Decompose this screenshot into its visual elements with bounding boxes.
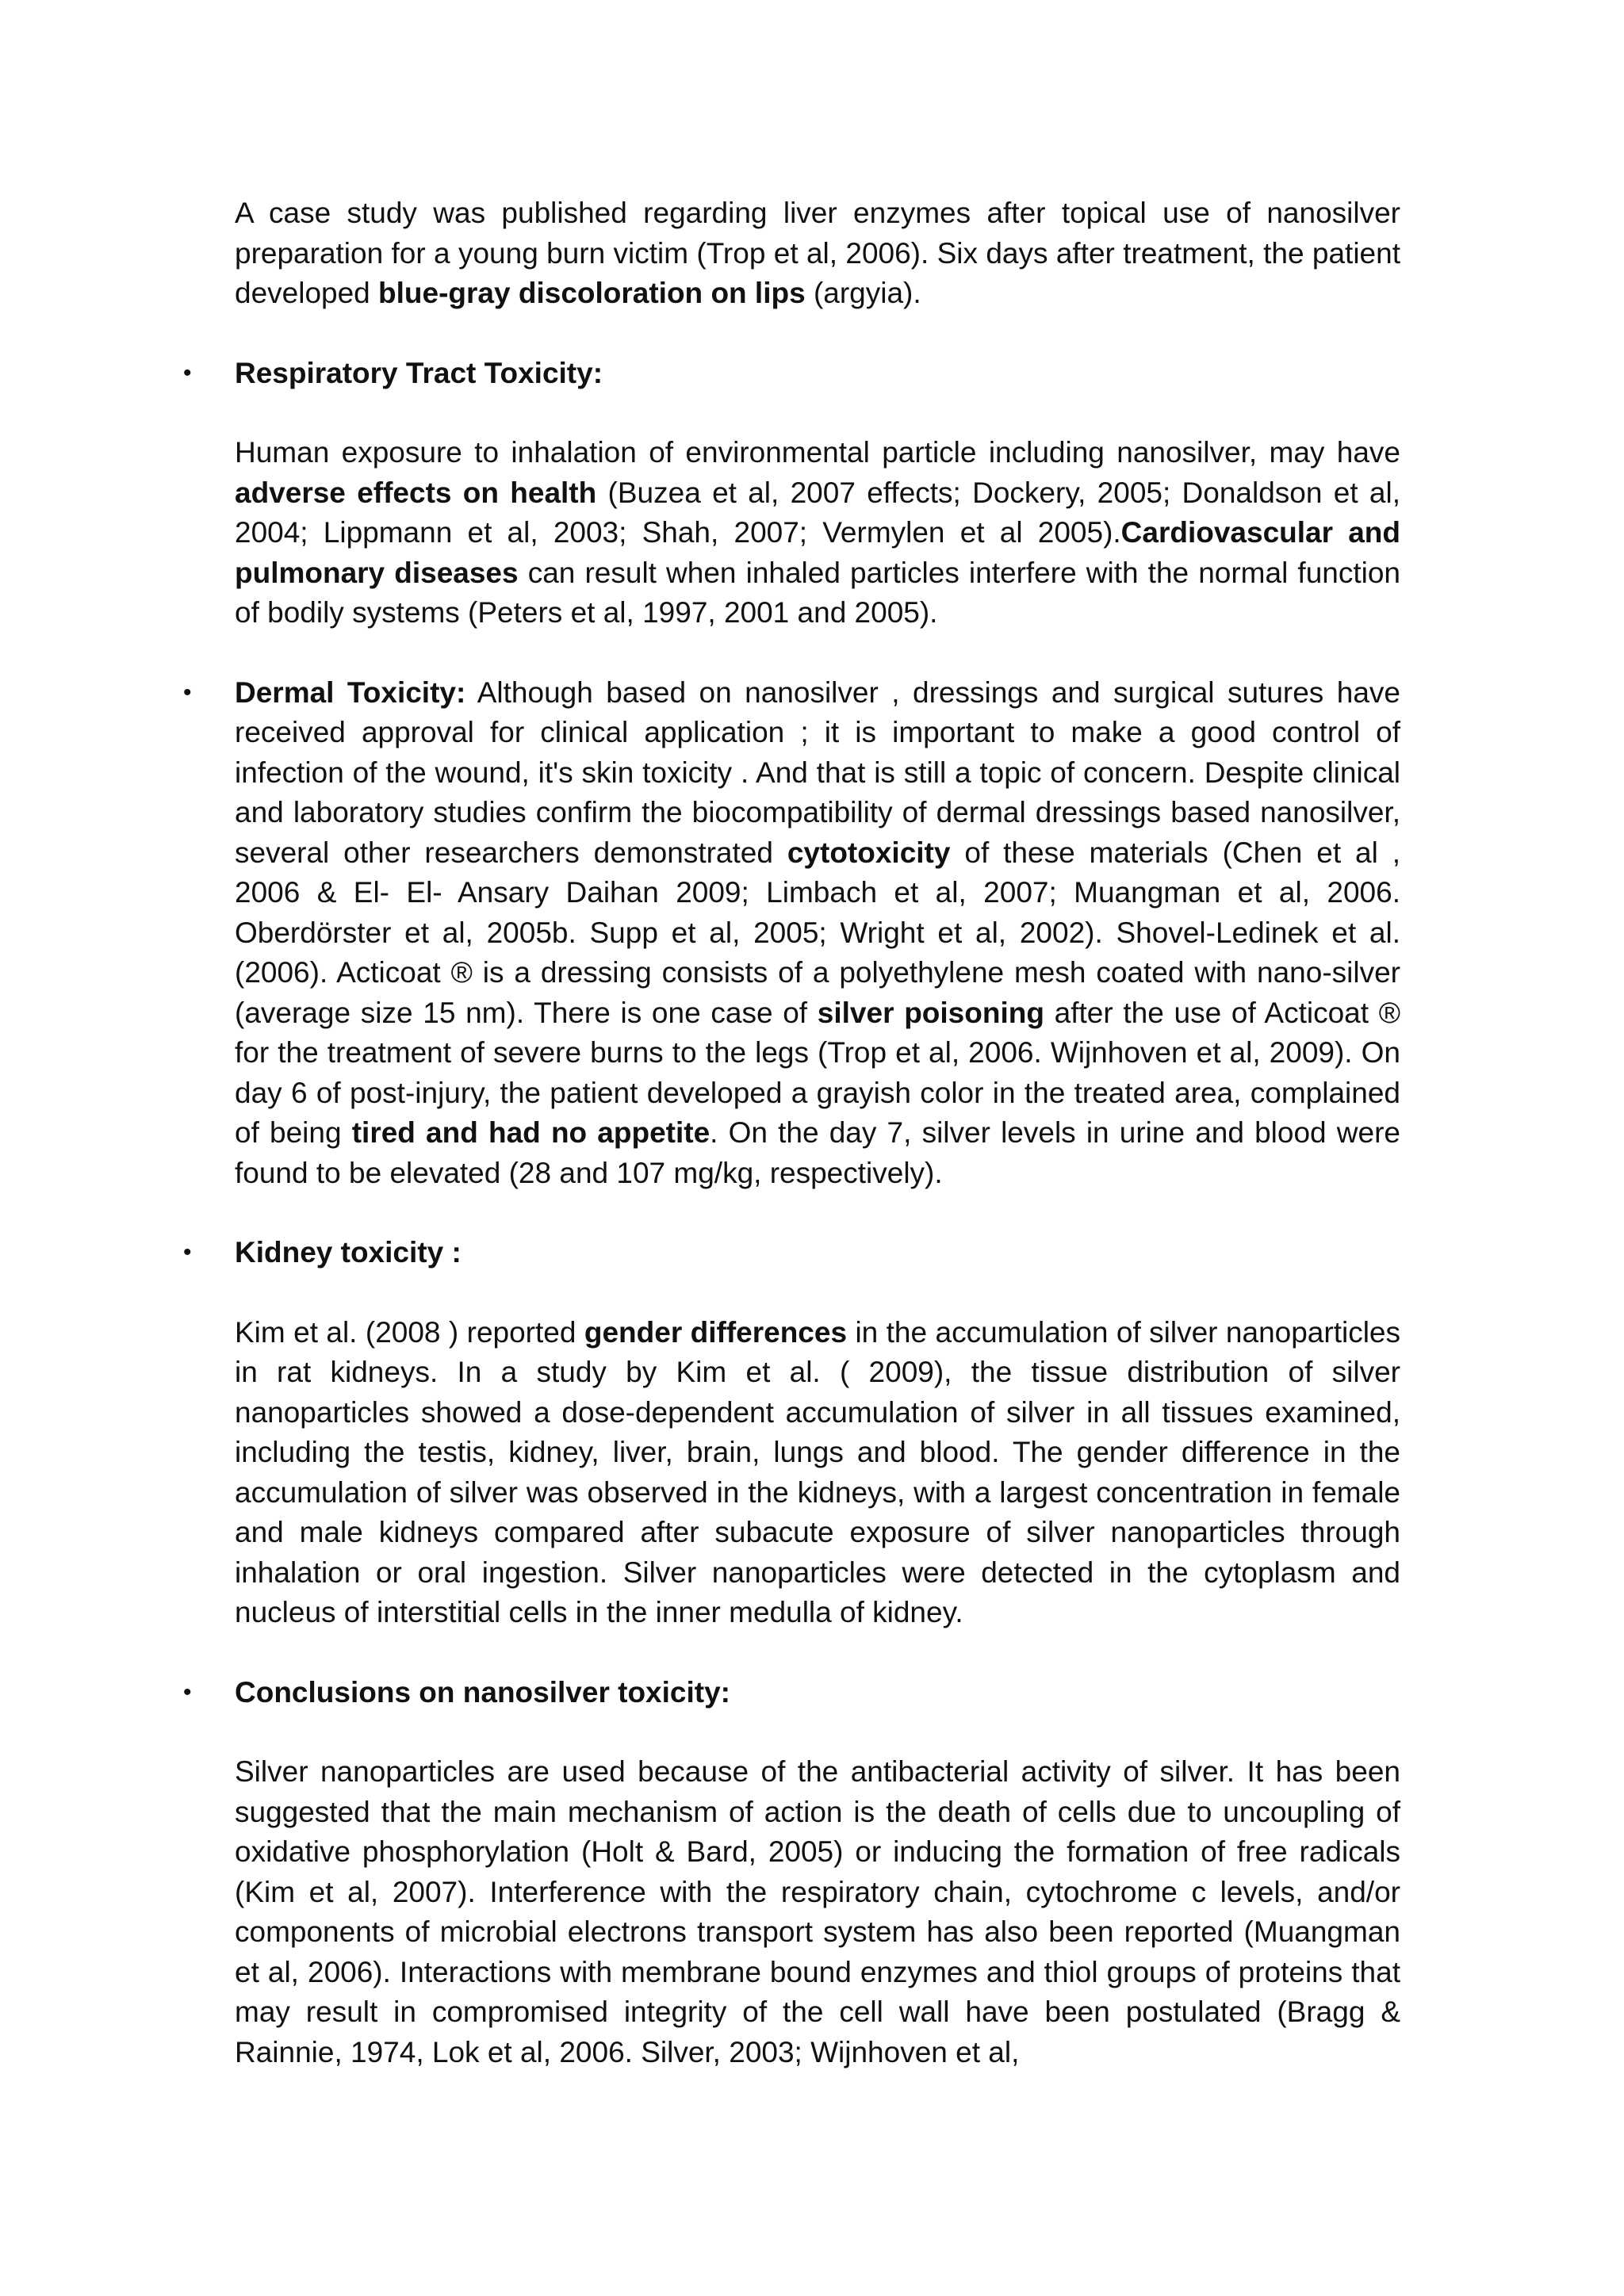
respiratory-text-3: can result when inhaled particles interfere with the normal function of bodily systems (Peters et al, 1997, 2001 and 2005).	[235, 556, 1400, 629]
bullet-icon: •	[183, 679, 192, 706]
intro-bold-1: blue-gray discoloration on lips	[378, 277, 806, 309]
dermal-text-2: of these materials (Chen et al , 2006 & El- El- Ansary Daihan 2009; Limbach et al, 2007; Muangman et al, 2006. Oberdörster et al, 2005b. Supp et al, 2005; Wright et al, 2002). Shovel-Ledinek et al. (2006). Acticoat ® is a dressing consists of a polyethylene mesh coated with nano-silver (average size 15 nm). There is one case of	[235, 836, 1400, 1029]
conclusions-section	[183, 1673, 1400, 2073]
bullet-icon: •	[183, 1239, 192, 1265]
respiratory-bold-2: Cardiovascular and pulmonary diseases	[235, 516, 1400, 589]
respiratory-paragraph	[235, 433, 1400, 633]
bullet-icon: •	[183, 359, 192, 386]
respiratory-section	[183, 354, 1400, 633]
kidney-section	[183, 1233, 1400, 1633]
dermal-text-3: after the use of Acticoat ® for the treatment of severe burns to the legs (Trop et al, 2006. Wijnhoven et al, 2009). On day 6 of post-injury, the patient developed a grayish color in the treated area, complained of being	[235, 996, 1400, 1149]
dermal-bold-3: tired and had no appetite	[351, 1116, 710, 1149]
intro-paragraph	[235, 193, 1400, 314]
kidney-heading: Kidney toxicity :	[235, 1236, 462, 1269]
bullet-icon: •	[183, 1678, 192, 1705]
document-page	[183, 193, 1400, 2072]
respiratory-heading: Respiratory Tract Toxicity:	[235, 356, 603, 389]
dermal-text-1: Although based on nanosilver , dressings and surgical sutures have received approval for clinical application ; it is important to make a good control of infection of the wound, it's skin toxicity . And that is still a topic of concern. Despite clinical and laboratory studies confirm the biocompatibility of dermal dressings based nanosilver, several other researchers demonstrated	[235, 675, 1400, 869]
dermal-paragraph	[235, 673, 1400, 1194]
conclusions-heading: Conclusions on nanosilver toxicity:	[235, 1675, 730, 1709]
respiratory-bold-1: adverse effects on health	[235, 476, 597, 509]
conclusions-paragraph: Silver nanoparticles are used because of the antibacterial activity of silver. It has been suggested that the main mechanism of action is the death of cells due to uncoupling of oxidative phosphorylation (Holt & Bard, 2005) or inducing the formation of free radicals (Kim et al, 2007). Interference with the respiratory chain, cytochrome c levels, and/or components of microbial electrons transport system has also been reported (Muangman et al, 2006). Interactions with membrane bound enzymes and thiol groups of proteins that may result in compromised integrity of the cell wall have been postulated (Bragg & Rainnie, 1974, Lok et al, 2006. Silver, 2003; Wijnhoven et al,	[235, 1755, 1400, 2068]
intro-text-1: A case study was published regarding liver enzymes after topical use of nanosilver preparation for a young burn victim (Trop et al, 2006). Six days after treatment, the patient developed	[235, 197, 1400, 309]
kidney-bold-1: gender differences	[584, 1315, 848, 1349]
dermal-text-4: . On the day 7, silver levels in urine and blood were found to be elevated (28 and 107 mg/kg, respectively).	[235, 1116, 1400, 1189]
dermal-bold-2: silver poisoning	[817, 996, 1044, 1029]
dermal-heading: Dermal Toxicity:	[235, 675, 466, 709]
dermal-section	[183, 673, 1400, 1194]
dermal-bold-1: cytotoxicity	[787, 836, 951, 869]
intro-text-2: (argyia).	[805, 277, 921, 309]
respiratory-text-1: Human exposure to inhalation of environmental particle including nanosilver, may have	[235, 436, 1400, 469]
kidney-text-2: in the accumulation of silver nanoparticles in rat kidneys. In a study by Kim et al. ( 2009), the tissue distribution of silver nanoparticles showed a dose-dependent accumulation of silver in all tissues examined, including the testis, kidney, liver, brain, lungs and blood. The gender difference in the accumulation of silver was observed in the kidneys, with a largest concentration in female and male kidneys compared after subacute exposure of silver nanoparticles through inhalation or oral ingestion. Silver nanoparticles were detected in the cytoplasm and nucleus of interstitial cells in the inner medulla of kidney.	[235, 1315, 1400, 1628]
kidney-paragraph	[235, 1313, 1400, 1633]
kidney-text-1: Kim et al. (2008 ) reported	[235, 1315, 584, 1349]
respiratory-text-2: (Buzea et al, 2007 effects; Dockery, 2005; Donaldson et al, 2004; Lippmann et al, 2003; Shah, 2007; Vermylen et al 2005).	[235, 476, 1400, 549]
